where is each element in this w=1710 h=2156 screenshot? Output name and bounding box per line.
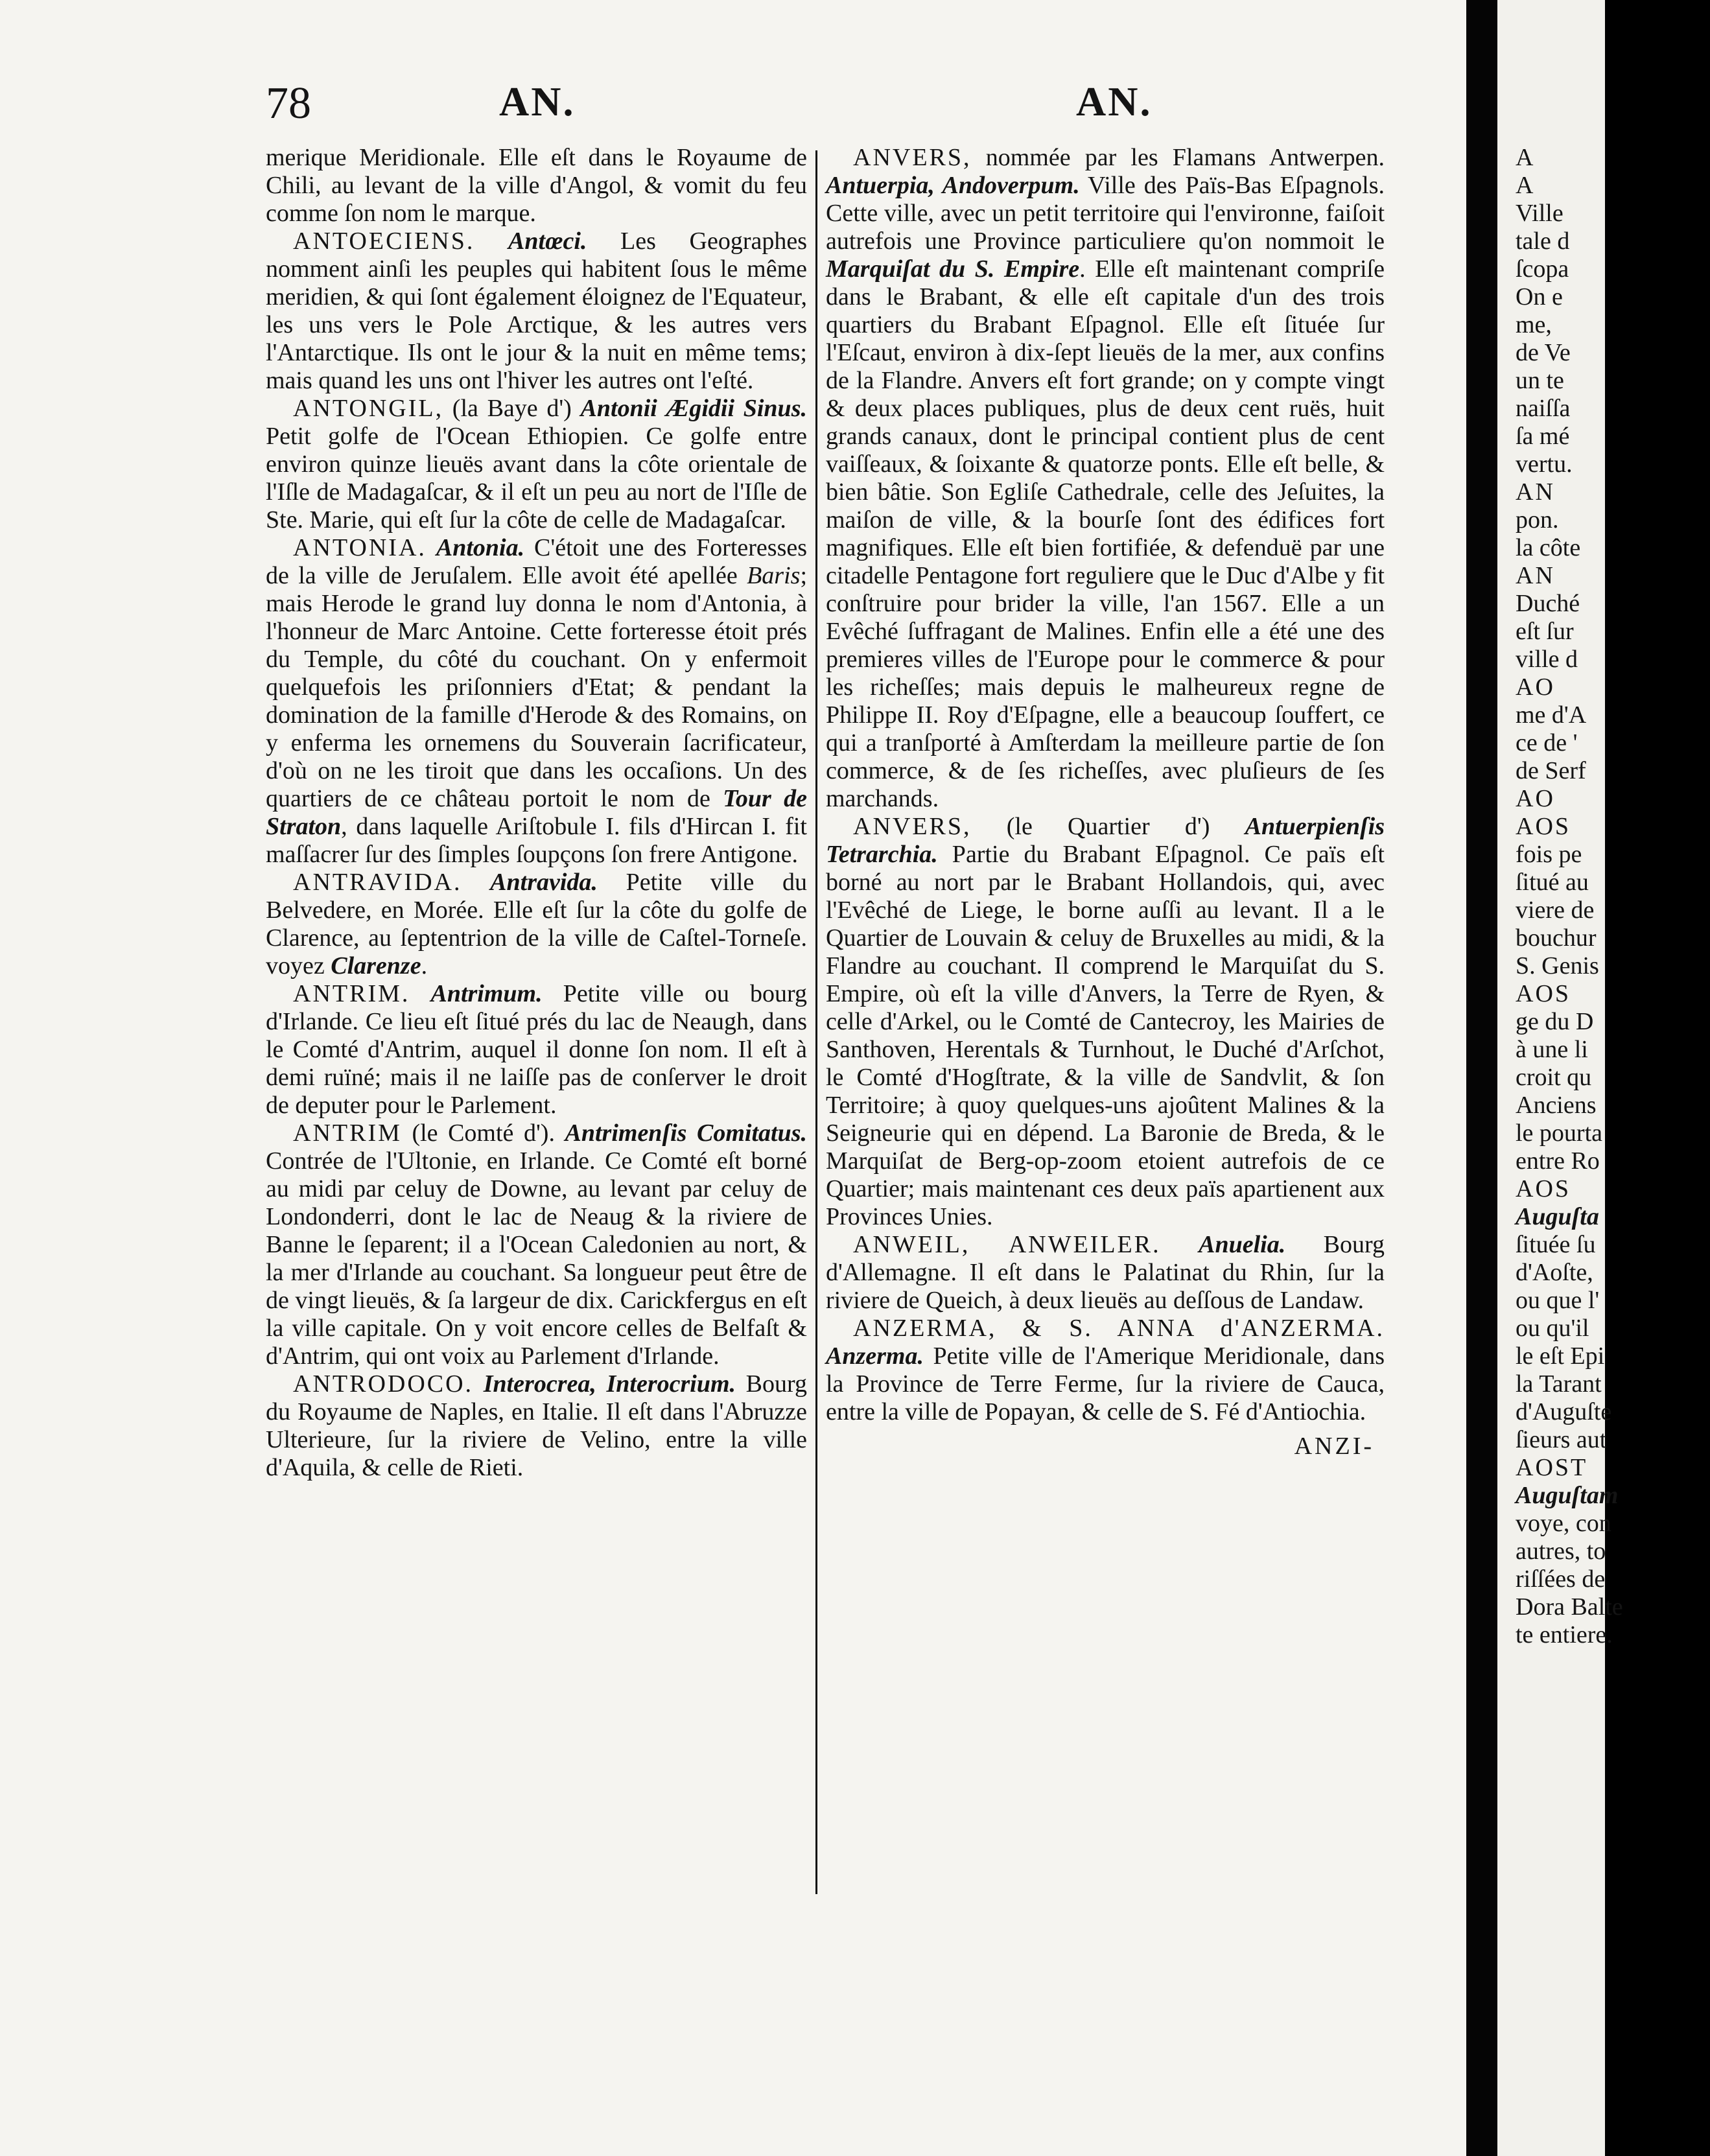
- dictionary-entry: [266, 228, 807, 395]
- facing-page-line: ou que l': [1516, 1287, 1600, 1314]
- dictionary-entry: [266, 980, 807, 1119]
- facing-page-line: fois pe: [1516, 841, 1582, 868]
- facing-page-line: AOS: [1516, 813, 1571, 840]
- entry-headword: ANTOECIENS.: [293, 228, 475, 255]
- facing-page-line: ou qu'il: [1516, 1315, 1589, 1342]
- latin-name: Antrimenſis Comitatus.: [565, 1119, 807, 1147]
- latin-name: Anuelia.: [1199, 1231, 1286, 1258]
- entry-text: Petite ville du Belvedere, en Morée. Elle eſt ſur la côte du golfe de Clarence, au ſeptentrion de la ville de Caſtel-Torneſe. voyez: [266, 869, 808, 979]
- dictionary-entry: [266, 1119, 807, 1370]
- entry-headword: ANTONGIL,: [293, 395, 444, 422]
- facing-page-line: naiſſa: [1516, 395, 1571, 422]
- dictionary-entry: [266, 869, 807, 980]
- facing-page-line: pon.: [1516, 506, 1559, 533]
- italic-term: Baris: [747, 562, 801, 589]
- latin-name: Anzerma.: [826, 1342, 924, 1370]
- facing-page-line: Auguſta: [1516, 1203, 1599, 1230]
- facing-page-line: viere de: [1516, 896, 1595, 924]
- facing-page-line: Duché: [1516, 590, 1580, 617]
- facing-page-line: AN: [1516, 478, 1555, 506]
- facing-page-line: AN: [1516, 562, 1555, 589]
- entry-text: Petite ville de l'Amerique Meridionale, dans la Province de Terre Ferme, ſur la riviere de Cauca, entre la ville de Popayan, & celle de S. Fé d'Antiochia.: [826, 1342, 1385, 1425]
- facing-page-line: ſa mé: [1516, 423, 1570, 450]
- facing-page-line: riſſées de: [1516, 1565, 1606, 1593]
- facing-page-line: A: [1516, 172, 1534, 199]
- entry-text: ; mais Herode le grand luy donna le nom d'Antonia, à l'honneur de Marc Antoine. Cette forteresse étoit prés du Temple, du côté du couchant. On y enfermoit quelquefois les priſonniers d'Etat; & pendant la domination de la famille d'Herode & des Romains, on y enferma les ornemens du Souverain ſacrificateur, d'où on ne les tiroit que dans les occaſions. Un des quartiers de ce château portoit le nom de: [266, 562, 807, 812]
- right-text-column: [826, 144, 1385, 1460]
- facing-page-line: ſituée ſu: [1516, 1231, 1596, 1258]
- entry-text: [1161, 1231, 1199, 1258]
- facing-page-line: de Ve: [1516, 339, 1571, 366]
- latin-name: Tour de Straton: [266, 785, 807, 840]
- entry-text: (le Comté d').: [401, 1119, 565, 1147]
- latin-name: Antonii Ægidii Sinus.: [580, 395, 807, 422]
- entry-headword: ANTRAVIDA.: [293, 869, 462, 896]
- facing-page-line: AOST: [1516, 1454, 1588, 1481]
- entry-text: . Elle eſt maintenant compriſe dans le Brabant, & elle eſt capitale d'un des trois quartiers du Brabant Eſpagnol. Elle eſt ſituée ſur l'Eſcaut, environ à dix-ſept lieuës de la mer, aux confins de la Flandre. Anvers eſt fort grande; on y compte vingt & deux places publiques, plus de deux cent ruës, huit grands canaux, dont le principal contient plus de cent vaiſſeaux, & ſoixante & quatorze ponts. Elle eſt belle, & bien bâtie. Son Egliſe Cathedrale, celle des Jeſuites, la maiſon de ville, & la bourſe ſont des édifices fort magnifiques. Elle eſt bien fortifiée, & defenduë par une citadelle Pentagone fort reguliere que le Duc d'Albe y fit conſtruire pour brider la ville, l'an 1567. Elle a un Evêché ſuffragant de Malines. Enfin elle a été une des premieres villes de l'Europe pour le commerce & pour les richeſſes; mais depuis le malheureux regne de Philippe II. Roy d'Eſpagne, elle a beaucoup ſouffert, ce qui a tranſporté à Amſterdam la meilleure partie de ſon commerce, & de ſes richeſſes, avec pluſieurs de ſes marchands.: [826, 255, 1385, 812]
- entry-text: Les Geographes nomment ainſi les peuples qui habitent ſous le même meridien, & qui ſont également éloignez de l'Equateur, les uns vers le Pole Arctique, & les autres vers l'Antarctique. Ils ont le jour & la nuit en même tems; mais quand les uns ont l'hiver les autres ont l'eſté.: [266, 228, 807, 394]
- latin-name: Interocrea, Interocrium.: [483, 1370, 736, 1398]
- facing-page-line: autres, to: [1516, 1538, 1606, 1565]
- entry-text: [427, 534, 436, 561]
- column-rule: [815, 150, 817, 1894]
- facing-page-line: te entiere.: [1516, 1621, 1613, 1648]
- facing-page-line: ſcopa: [1516, 255, 1569, 283]
- facing-page-line: AOS: [1516, 980, 1571, 1007]
- entry-headword: ANVERS,: [853, 144, 972, 171]
- facing-page-line: vertu.: [1516, 451, 1573, 478]
- entry-headword: ANTRODOCO.: [293, 1370, 474, 1398]
- running-head-right: AN.: [1076, 78, 1153, 124]
- entry-headword: ANZERMA, & S. ANNA d'ANZERMA.: [853, 1315, 1385, 1342]
- facing-page: [1497, 0, 1623, 2156]
- facing-page-line: croit qu: [1516, 1064, 1592, 1091]
- facing-page-fragments: [1516, 144, 1710, 1649]
- catchword: ANZI-: [1294, 1433, 1374, 1460]
- dictionary-entry: [266, 144, 807, 228]
- latin-name: Antonia.: [436, 534, 525, 561]
- facing-page-line: la Tarant: [1516, 1370, 1602, 1398]
- facing-page-line: Ville: [1516, 200, 1564, 227]
- entry-text: Bourg d'Allemagne. Il eſt dans le Palatinat du Rhin, ſur la riviere de Queich, à deux lieuës au deſſous de Landaw.: [826, 1231, 1385, 1314]
- page-number: 78: [266, 78, 311, 128]
- facing-page-line: à une li: [1516, 1036, 1588, 1063]
- facing-page-line: un te: [1516, 367, 1564, 394]
- dictionary-entry: [266, 1370, 807, 1482]
- facing-page-line: le pourta: [1516, 1119, 1603, 1147]
- entry-headword: ANVERS,: [853, 813, 972, 840]
- facing-page-line: ce de ': [1516, 729, 1578, 756]
- facing-page-line: AOS: [1516, 1175, 1571, 1202]
- facing-page-line: la côte: [1516, 534, 1581, 561]
- entry-text: (la Baye d'): [443, 395, 581, 422]
- latin-name: Antuerpia, Andoverpum.: [826, 172, 1080, 199]
- entry-text: (le Quartier d'): [971, 813, 1245, 840]
- facing-page-line: de Serf: [1516, 757, 1586, 784]
- dictionary-entry: [826, 144, 1385, 813]
- facing-page-line: eſt ſur: [1516, 618, 1574, 645]
- entry-text: Partie du Brabant Eſpagnol. Ce païs eſt borné au nort par le Brabant Hollandois, qui, avec l'Evêché de Liege, le borne auſſi au levant. Il a le Quartier de Louvain & celuy de Bruxelles au midi, & la Flandre au couchant. Il comprend le Marquiſat du S. Empire, où eſt la ville d'Anvers, la Terre de Ryen, & celle d'Arkel, ou le Comté de Cantecroy, les Mairies de Santhoven, Herentals & Turnhout, le Duché d'Arſchot, le Comté d'Hogſtrate, & la ville de Sandvlit, & ſon Territoire; à quoy quelques-uns ajoûtent Malines & la Seigneurie qui en dépend. La Baronie de Breda, & le Marquiſat de Berg-op-zoom etoient autrefois de ce Quartier; mais maintenant ces deux païs apartienent aux Provinces Unies.: [826, 841, 1385, 1230]
- latin-name: Marquiſat du S. Empire: [826, 255, 1080, 283]
- facing-page-line: ge du D: [1516, 1008, 1594, 1035]
- facing-page-line: d'Aoſte,: [1516, 1259, 1593, 1286]
- facing-page-line: A: [1516, 144, 1536, 171]
- facing-page-line: le eſt Epi: [1516, 1342, 1605, 1370]
- book-gutter: [1466, 0, 1497, 2156]
- facing-page-line: AO: [1516, 674, 1555, 701]
- facing-page-line: ville d: [1516, 646, 1578, 673]
- entry-text: Contrée de l'Ultonie, en Irlande. Ce Comté eſt borné au midi par celuy de Downe, au levant par celuy de Londonderri, dont le lac de Neaug & la riviere de Banne le ſeparent; il a l'Ocean Caledonien au nort, & la mer d'Irlande au couchant. Sa longueur peut être de de vingt lieuës, & ſa largeur de dix. Carickfergus en eſt la ville capitale. On y voit encore celles de Belfaſt & d'Antrim, qui ont voix au Parlement d'Irlande.: [266, 1147, 807, 1370]
- entry-text: .: [421, 952, 428, 979]
- latin-name: Antœci.: [508, 228, 587, 255]
- entry-headword: ANTONIA.: [293, 534, 427, 561]
- facing-page-line: tale d: [1516, 228, 1570, 255]
- entry-text: [473, 1370, 484, 1398]
- running-head-left: AN.: [499, 78, 576, 124]
- facing-page-line: S. Genis: [1516, 952, 1599, 979]
- entry-text: Petit golfe de l'Ocean Ethiopien. Ce golfe entre environ quinze lieuës avant dans la côte orientale de l'Iſle de Madagaſcar, & il eſt un peu au nort de l'Iſle de Ste. Marie, qui eſt ſur la côte de celle de Madagaſcar.: [266, 423, 807, 533]
- entry-text: C'étoit une des Forteresses de la ville de Jeruſalem. Elle avoit été apellée: [266, 534, 808, 589]
- latin-name: Clarenze: [331, 952, 421, 979]
- facing-page-line: entre Ro: [1516, 1147, 1600, 1175]
- entry-headword: ANTRIM: [293, 1119, 402, 1147]
- entry-headword: ANWEIL, ANWEILER.: [853, 1231, 1161, 1258]
- entry-text: merique Meridionale. Elle eſt dans le Royaume de Chili, au levant de la ville d'Angol, & vomit du feu comme ſon nom le marque.: [266, 144, 807, 227]
- facing-page-line: ſieurs aut: [1516, 1426, 1607, 1453]
- dictionary-entry: [266, 395, 807, 534]
- facing-page-line: voye, con: [1516, 1510, 1611, 1537]
- facing-page-line: me,: [1516, 311, 1552, 338]
- page-header: [266, 78, 1394, 143]
- latin-name: Antravida.: [490, 869, 598, 896]
- entry-text: , dans laquelle Ariſtobule I. fils d'Hircan I. fit maſſacrer ſur des ſimples ſoupçons ſon frere Antigone.: [266, 813, 807, 868]
- entry-text: [474, 228, 508, 255]
- facing-page-line: me d'A: [1516, 701, 1587, 729]
- left-text-column: [266, 144, 807, 1482]
- entry-text: [462, 869, 490, 896]
- entry-text: [410, 980, 430, 1007]
- facing-page-line: Anciens: [1516, 1092, 1597, 1119]
- facing-page-line: ſitué au: [1516, 869, 1589, 896]
- entry-text: Ville des Païs-Bas Eſpagnols. Cette ville, avec un petit territoire qui l'environne, faiſoit autrefois une Province particuliere qu'on nommoit le: [826, 172, 1385, 255]
- facing-page-line: On e: [1516, 283, 1563, 311]
- dictionary-entry: [826, 1315, 1385, 1426]
- dictionary-entry: [266, 534, 807, 869]
- dictionary-entry: [826, 813, 1385, 1231]
- facing-page-line: AO: [1516, 785, 1555, 812]
- latin-name: Antrimum.: [430, 980, 543, 1007]
- facing-page-line: d'Auguſte: [1516, 1398, 1612, 1425]
- entry-headword: ANTRIM.: [293, 980, 410, 1007]
- facing-page-line: Dora Balte: [1516, 1593, 1623, 1621]
- entry-text: Petite ville ou bourg d'Irlande. Ce lieu eſt ſitué prés du lac de Neaugh, dans le Comté d'Antrim, auquel il donne ſon nom. Il eſt à demi ruïné; mais il ne laiſſe pas de conſerver le droit de deputer pour le Parlement.: [266, 980, 808, 1119]
- entry-text: nommée par les Flamans Antwerpen.: [971, 144, 1385, 171]
- facing-page-line: Auguſtam: [1516, 1482, 1619, 1509]
- entry-text: Bourg du Royaume de Naples, en Italie. Il eſt dans l'Abruzze Ulterieure, ſur la riviere de Velino, entre la ville d'Aquila, & celle de Rieti.: [266, 1370, 807, 1481]
- dictionary-entry: [826, 1231, 1385, 1315]
- facing-page-line: bouchur: [1516, 924, 1597, 952]
- latin-name: Antuerpienſis Tetrarchia.: [826, 813, 1385, 868]
